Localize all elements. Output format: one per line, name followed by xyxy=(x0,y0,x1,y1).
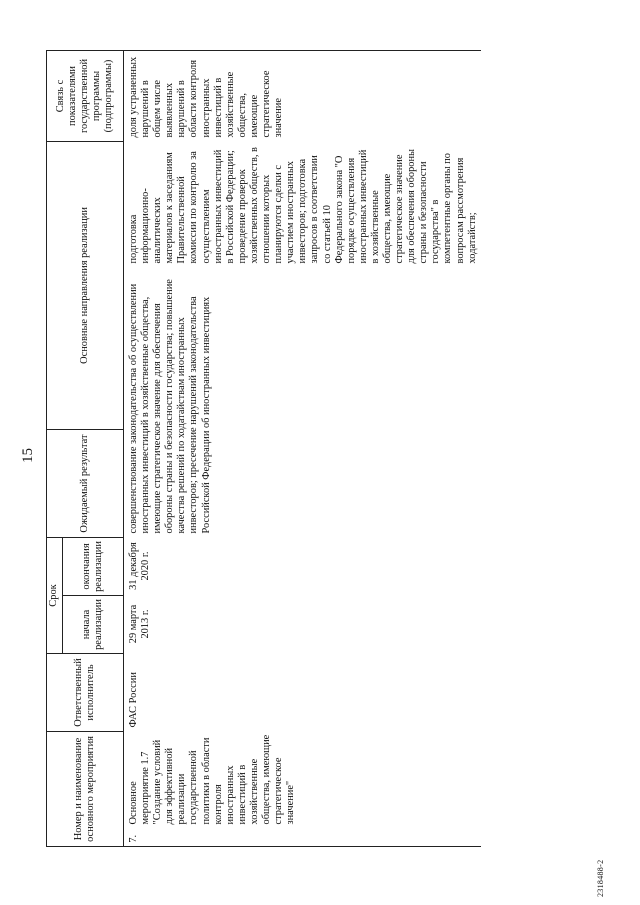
row-expected-result: совершенствование законодательства об осуществлении иностранных инвестиций в хозяйственные общества, имеющие стратегическое значение для обеспечения обороны страны и безопасности государства; повышение качества решений по ходатайствам иностранных инвесторов; пресечение нарушений законодательства Российской Федерации об иностранных инвестициях xyxy=(128,279,212,534)
header-expected-result: Ожидаемый результат xyxy=(47,430,124,538)
header-term: Срок xyxy=(47,538,63,654)
measures-table xyxy=(46,50,481,847)
row-start-date: 29 марта 2013 г. xyxy=(128,604,152,644)
header-row-top xyxy=(47,51,63,847)
header-executor: Ответственный исполнитель xyxy=(47,654,124,732)
header-link: Связь с показателями государственной программы (подпрограммы) xyxy=(47,51,124,142)
table-row xyxy=(124,51,481,847)
row-executor: ФАС России xyxy=(128,672,139,728)
row-number: 7. xyxy=(124,829,481,847)
row-measure-name: Основное мероприятие 1.7 "Создание условий для эффективной реализации государственной политики в области контроля иностранных инвестиций в хозяйственные общества, имеющие стратегическое значение" xyxy=(128,734,297,825)
header-term-start: начала реализации xyxy=(63,596,124,654)
header-term-end: окончания реализации xyxy=(63,538,124,596)
header-directions: Основные направления реализации xyxy=(47,142,124,430)
row-end-date: 31 декабря 2020 г. xyxy=(128,542,152,590)
page-number: 15 xyxy=(20,448,36,463)
row-indicator-link: доля устраненных нарушений в общем числе выявленных нарушений в области контроля иностранных инвестиций в хозяйственные общества, имеющие стратегическое значение xyxy=(124,51,481,142)
document-id: 2318488-2 xyxy=(596,859,605,897)
header-number-name: Номер и наименование основного мероприятия xyxy=(47,732,124,847)
row-directions: подготовка информационно-аналитических материалов к заседаниям Правительственной комиссии по контролю за осуществлением иностранных инвестиций в Российской Федерации; проведение проверок хозяйственных обществ, в отношении которых планируются сделки с участием иностранных инвесторов; подготовка запросов в соответствии со статьей 10 Федерального закона "О порядке осуществления иностранных инвестиций в хозяйственные общества, имеющие стратегическое значение для обеспечения обороны страны и безопасности государства" в компетентные органы по вопросам рассмотрения ходатайств; xyxy=(128,147,478,264)
